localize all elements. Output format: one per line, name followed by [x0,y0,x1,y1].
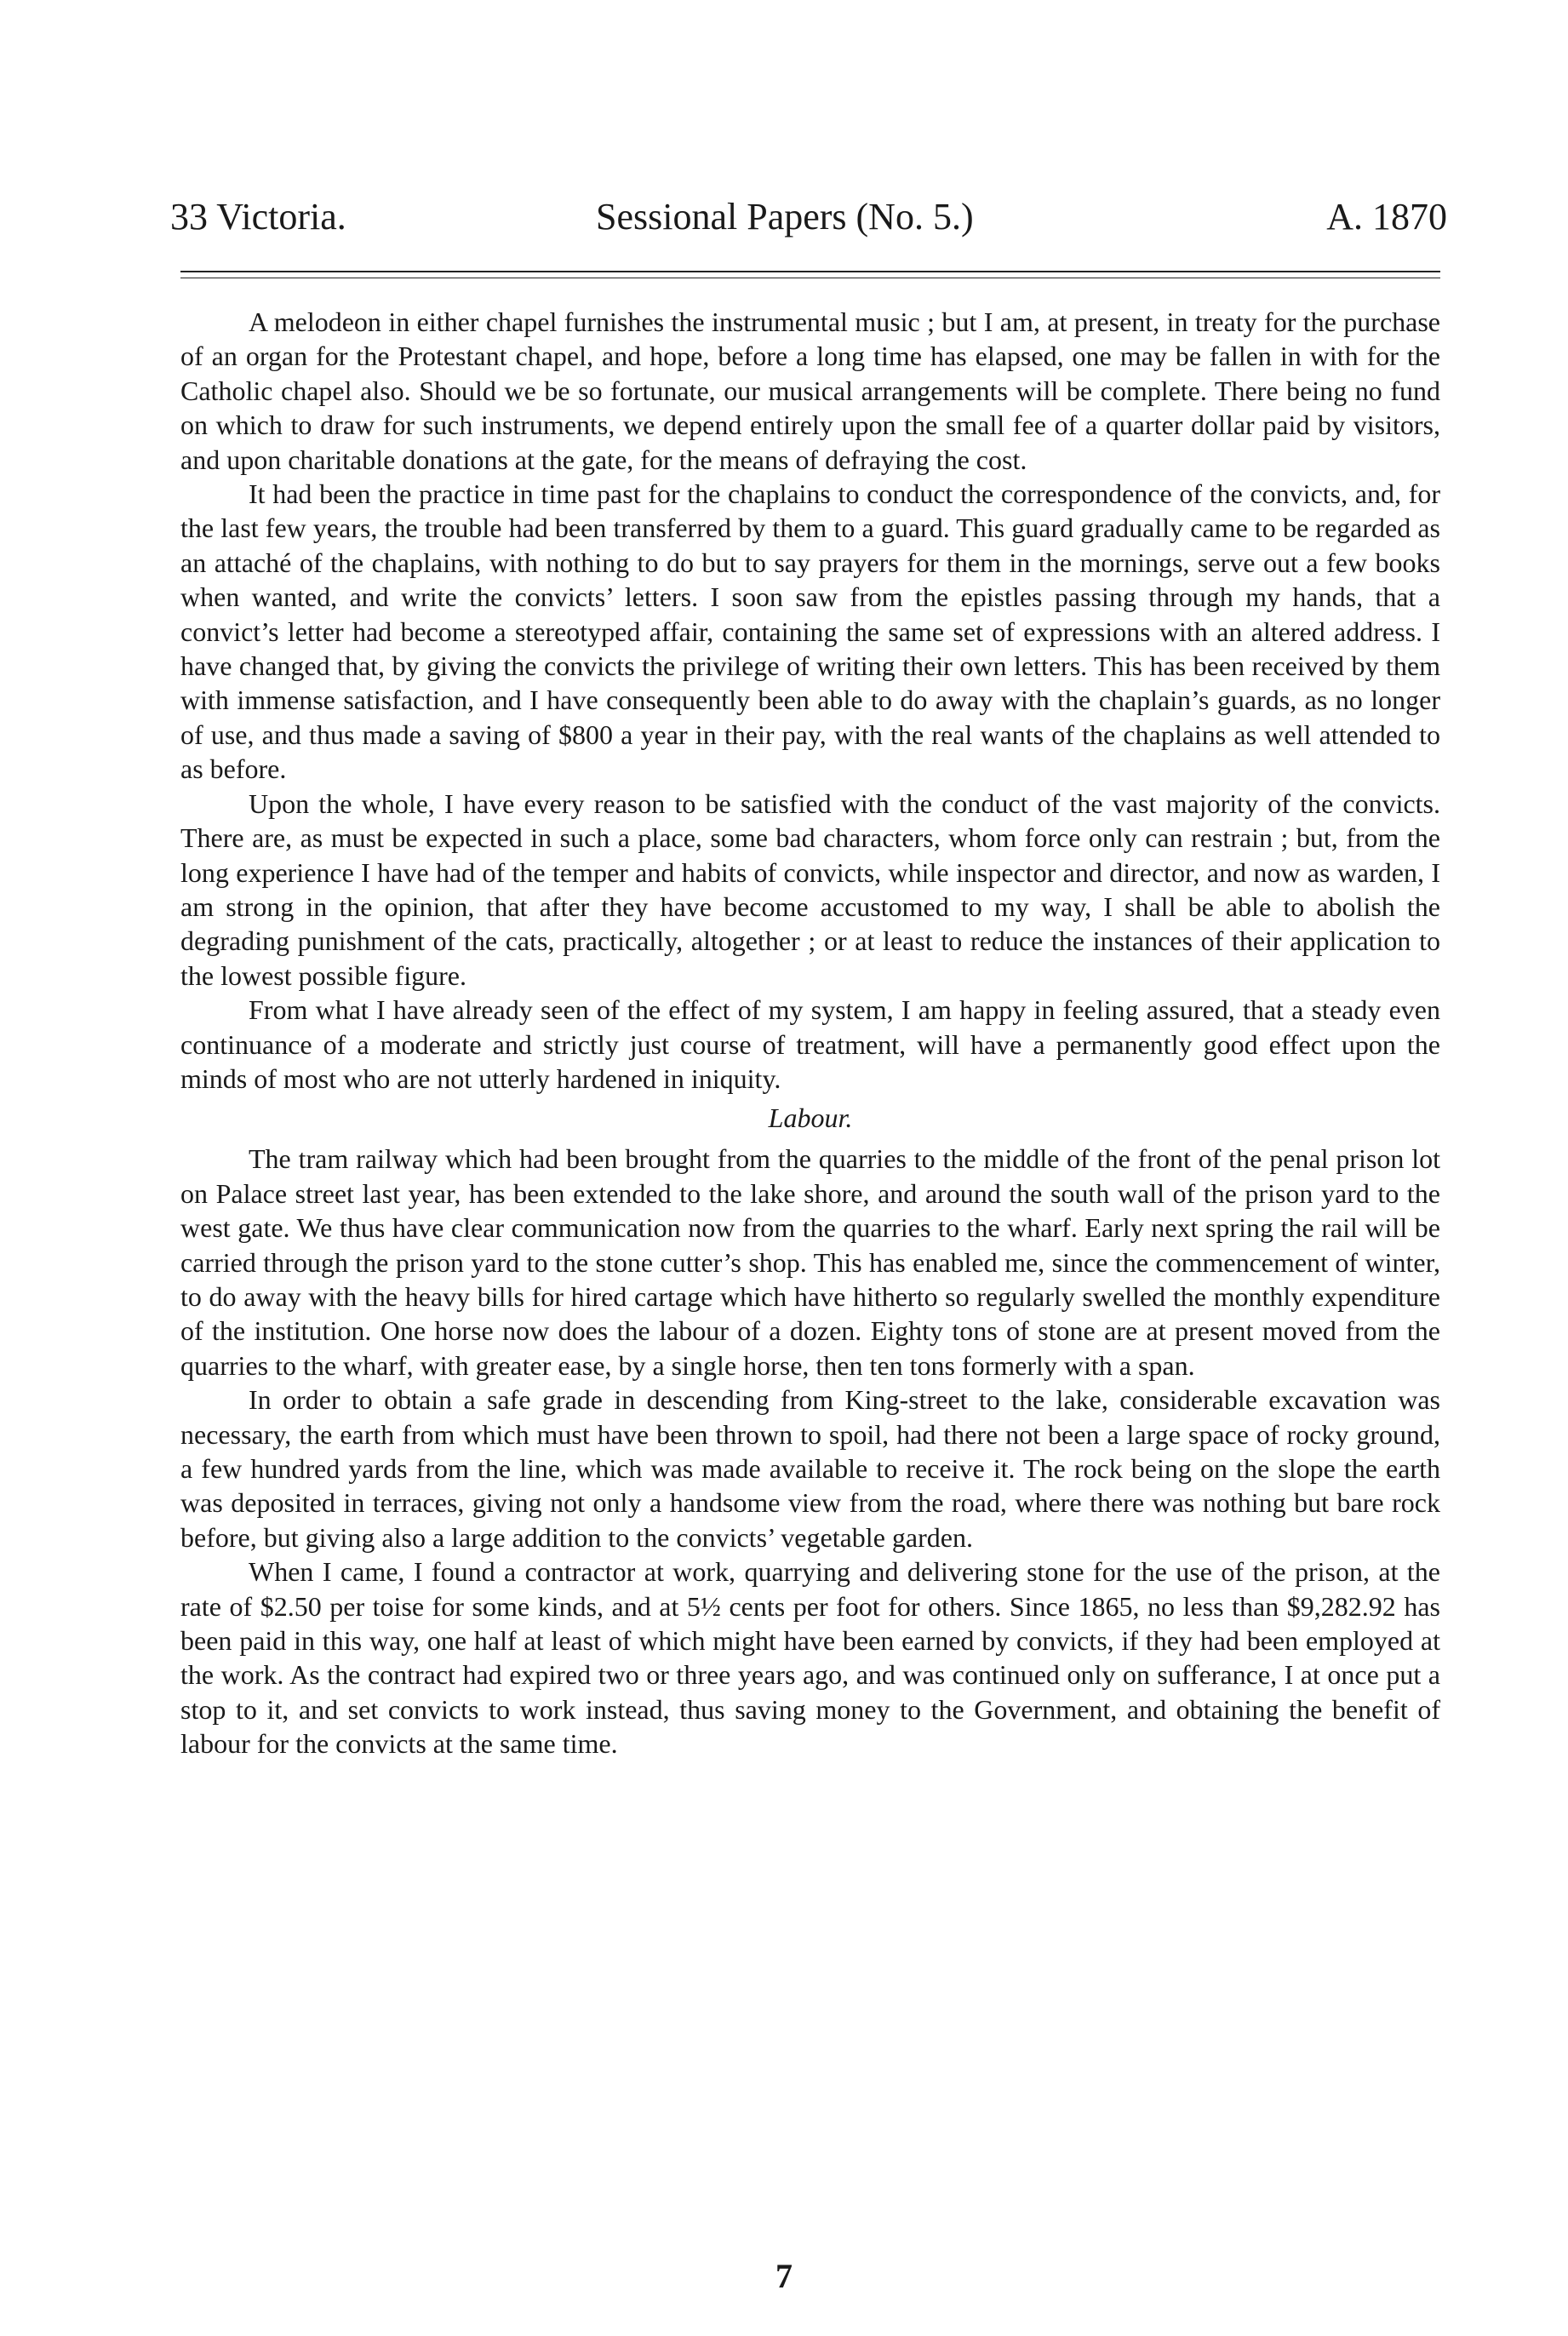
header-volume: 33 Victoria. [170,196,346,238]
paragraph-melodeon: A melodeon in either chapel furnishes the instrumental music ; but I am, at present, in treaty for the purchase of an organ for the Protestant chapel, and hope, before a long time has elapsed, one may be fallen in with for the Catholic chapel also. Should we be so fortunate, our musical arrangements will be complete. There being no fund on which to draw for such instruments, we depend entirely upon the small fee of a quarter dollar paid by visitors, and upon charitable donations at the gate, for the means of defraying the cost. [180,306,1440,475]
paragraph-contractor: When I came, I found a contractor at work, quarrying and delivering stone for the use of the prison, at the rate of $2.50 per toise for some kinds, and at 5½ cents per foot for others. Since 1865, no less than $9,282.92 has been paid in this way, one half at least of which might have been earned by convicts, if they had been employed at the work. As the contract had expired two or three years ago, and was continued only on sufferance, I at once put a stop to it, and set convicts to work instead, thus saving money to the Government, and obtaining the benefit of labour for the convicts at the same time. [180,1556,1440,1760]
section-heading-labour: Labour. [768,1102,853,1134]
paragraph-tram-railway: The tram railway which had been brought from the quarries to the middle of the front of the penal prison lot on Palace street last year, has been extended to the lake shore, and around the south wall of the prison yard to the west gate. We thus have clear communication now from the quarries to the wharf. Early next spring the rail will be carried through the prison yard to the stone cutter’s shop. This has enabled me, since the commencement of winter, to do away with the heavy bills for hired cartage which have hitherto so regularly swelled the monthly expenditure of the institution. One horse now does the labour of a dozen. Eighty tons of stone are at present moved from the quarries to the wharf, with greater ease, by a single horse, then ten tons formerly with a span. [180,1143,1440,1381]
body-text [180,305,1440,1761]
header-title: Sessional Papers (No. 5.) [596,196,974,238]
header-year: A. 1870 [1326,196,1447,238]
paragraph-conduct: Upon the whole, I have every reason to be satisfied with the conduct of the vast majority of the convicts. There are, as must be expected in such a place, some bad characters, whom force only can restrain ; but, from the long experience I have had of the temper and habits of convicts, while inspector and director, and now as warden, I am strong in the opinion, that after they have become accustomed to my way, I shall be able to abolish the degrading punishment of the cats, practically, altogether ; or at least to reduce the instances of their application to the lowest possible figure. [180,787,1440,991]
header-rule-thick [180,271,1440,272]
paragraph-system-effect: From what I have already seen of the effect of my system, I am happy in feeling assured, that a steady even continuance of a moderate and strictly just course of treatment, will have a permanently good effect upon the minds of most who are not utterly hardened in iniquity. [180,994,1440,1094]
page-number: 7 [775,2257,793,2295]
page-header [170,187,1447,247]
paragraph-excavation: In order to obtain a safe grade in descending from King-street to the lake, considerable excavation was necessary, the earth from which must have been thrown to spoil, had there not been a large space of rocky ground, a few hundred yards from the line, which was made available to receive it. The rock being on the slope the earth was deposited in terraces, giving not only a handsome view from the road, where there was nothing but bare rock before, but giving also a large addition to the convicts’ vegetable garden. [180,1384,1440,1553]
paragraph-correspondence: It had been the practice in time past for the chaplains to conduct the correspondence of the convicts, and, for the last few years, the trouble had been transferred by them to a guard. This guard gradually came to be regarded as an attaché of the chaplains, with nothing to do but to say prayers for them in the mornings, serve out a few books when wanted, and write the convicts’ letters. I soon saw from the epistles passing through my hands, that a convict’s letter had become a stereotyped affair, containing the same set of expressions with an altered address. I have changed that, by giving the convicts the privilege of writing their own letters. This has been received by them with immense satisfaction, and I have consequently been able to do away with the chaplain’s guards, as no longer of use, and thus made a saving of $800 a year in their pay, with the real wants of the chaplains as well attended to as before. [180,478,1440,785]
